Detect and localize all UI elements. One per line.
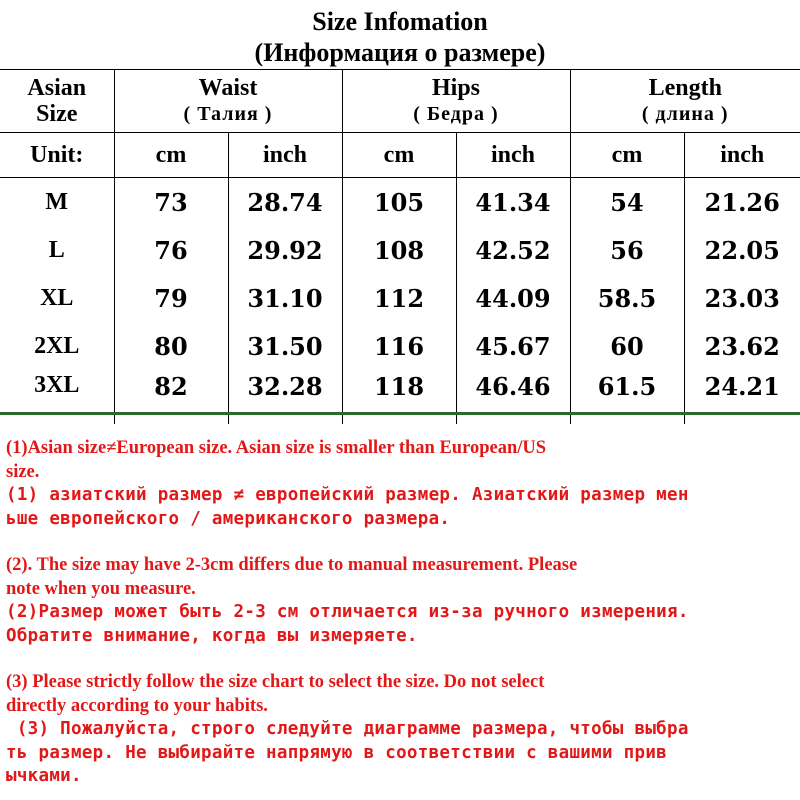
- note-1-english-line1: (1)Asian size≠European size. Asian size is smaller than European/US: [6, 438, 547, 458]
- table-row: [0, 322, 800, 370]
- length-header: [570, 70, 800, 133]
- waist-header-sub: ( Талия ): [183, 103, 273, 125]
- length-cm-cell: 56: [570, 226, 684, 274]
- size-cell: L: [48, 236, 65, 263]
- note-2-english-line1: (2). The size may have 2-3cm differs due to manual measurement. Please: [6, 555, 578, 575]
- waist-inch-cell: 32.28: [228, 370, 342, 424]
- title-english: Size Infomation: [312, 7, 488, 36]
- hips-header-sub: ( Бедра ): [413, 103, 499, 125]
- hips-cm-cell: 118: [342, 370, 456, 424]
- length-cm-cell: 54: [570, 178, 684, 227]
- size-cell: XL: [40, 284, 74, 311]
- note-2-english-line2: note when you measure.: [6, 578, 196, 599]
- unit-waist-cm: cm: [114, 133, 228, 178]
- note-1-russian-line1: (1) азиатский размер ≠ европейский размер. Азиатский размер мен: [6, 485, 689, 505]
- waist-header: [114, 70, 342, 133]
- waist-inch-cell: 29.92: [228, 226, 342, 274]
- length-cm-cell: 60: [570, 322, 684, 370]
- hips-inch-cell: 45.67: [456, 322, 570, 370]
- waist-inch-cell: 31.10: [228, 274, 342, 322]
- asian-size-header-line2: Size: [36, 101, 78, 127]
- waist-cm-cell: 73: [114, 178, 228, 227]
- unit-waist-inch: inch: [228, 133, 342, 178]
- waist-cm-cell: 80: [114, 322, 228, 370]
- length-header-name: Length: [648, 75, 722, 101]
- hips-inch-cell: 44.09: [456, 274, 570, 322]
- note-spacer: [6, 648, 794, 671]
- note-3-english-line1: (3) Please strictly follow the size chart to select the size. Do not select: [6, 672, 545, 692]
- hips-cm-cell: 112: [342, 274, 456, 322]
- note-2-russian-line2: Обратите внимание, когда вы измеряете.: [6, 625, 418, 646]
- note-3-russian-line3: ычками.: [6, 766, 82, 786]
- size-cell: 2XL: [34, 332, 80, 359]
- unit-hips-inch: inch: [456, 133, 570, 178]
- length-inch-cell: 21.26: [684, 178, 800, 227]
- size-cell: M: [45, 188, 69, 215]
- size-notes: [0, 412, 800, 800]
- asian-size-header: [0, 70, 114, 133]
- hips-inch-cell: 46.46: [456, 370, 570, 424]
- length-cm-cell: 58.5: [570, 274, 684, 322]
- note-1-russian-line2: ьше европейского / американского размера.: [6, 508, 451, 529]
- hips-header-name: Hips: [431, 75, 481, 101]
- table-row: [0, 178, 800, 227]
- note-1-english-line2: size.: [6, 461, 40, 482]
- title-russian: (Информация о размере): [254, 38, 546, 67]
- table-row: [0, 274, 800, 322]
- size-cell: 3XL: [34, 372, 80, 398]
- note-spacer: [6, 531, 794, 554]
- unit-label: Unit:: [0, 133, 114, 178]
- waist-inch-cell: 31.50: [228, 322, 342, 370]
- size-info-title: [0, 0, 800, 70]
- note-2-russian-line1: (2)Размер может быть 2-3 см отличается из-за ручного измерения.: [6, 602, 689, 622]
- unit-row: [0, 133, 800, 178]
- hips-cm-cell: 105: [342, 178, 456, 227]
- waist-header-name: Waist: [198, 75, 258, 101]
- note-3-russian-line1: (3) Пожалуйста, строго следуйте диаграмме размера, чтобы выбра: [6, 719, 689, 739]
- note-3-english-line2: directly according to your habits.: [6, 695, 268, 716]
- length-inch-cell: 23.03: [684, 274, 800, 322]
- length-inch-cell: 22.05: [684, 226, 800, 274]
- unit-hips-cm: cm: [342, 133, 456, 178]
- hips-header: [342, 70, 570, 133]
- size-table: [0, 70, 800, 424]
- waist-cm-cell: 76: [114, 226, 228, 274]
- hips-inch-cell: 41.34: [456, 178, 570, 227]
- asian-size-header-line1: Asian: [27, 75, 87, 101]
- hips-cm-cell: 108: [342, 226, 456, 274]
- length-inch-cell: 23.62: [684, 322, 800, 370]
- waist-cm-cell: 82: [114, 370, 228, 424]
- group-header-row: [0, 70, 800, 133]
- length-inch-cell: 24.21: [684, 370, 800, 424]
- waist-inch-cell: 28.74: [228, 178, 342, 227]
- length-cm-cell: 61.5: [570, 370, 684, 424]
- note-3-russian-line2: ть размер. Не выбирайте напрямую в соответствии с вашими прив: [6, 742, 667, 763]
- unit-length-cm: cm: [570, 133, 684, 178]
- table-row: [0, 226, 800, 274]
- unit-length-inch: inch: [684, 133, 800, 178]
- hips-inch-cell: 42.52: [456, 226, 570, 274]
- waist-cm-cell: 79: [114, 274, 228, 322]
- hips-cm-cell: 116: [342, 322, 456, 370]
- length-header-sub: ( длина ): [641, 103, 729, 125]
